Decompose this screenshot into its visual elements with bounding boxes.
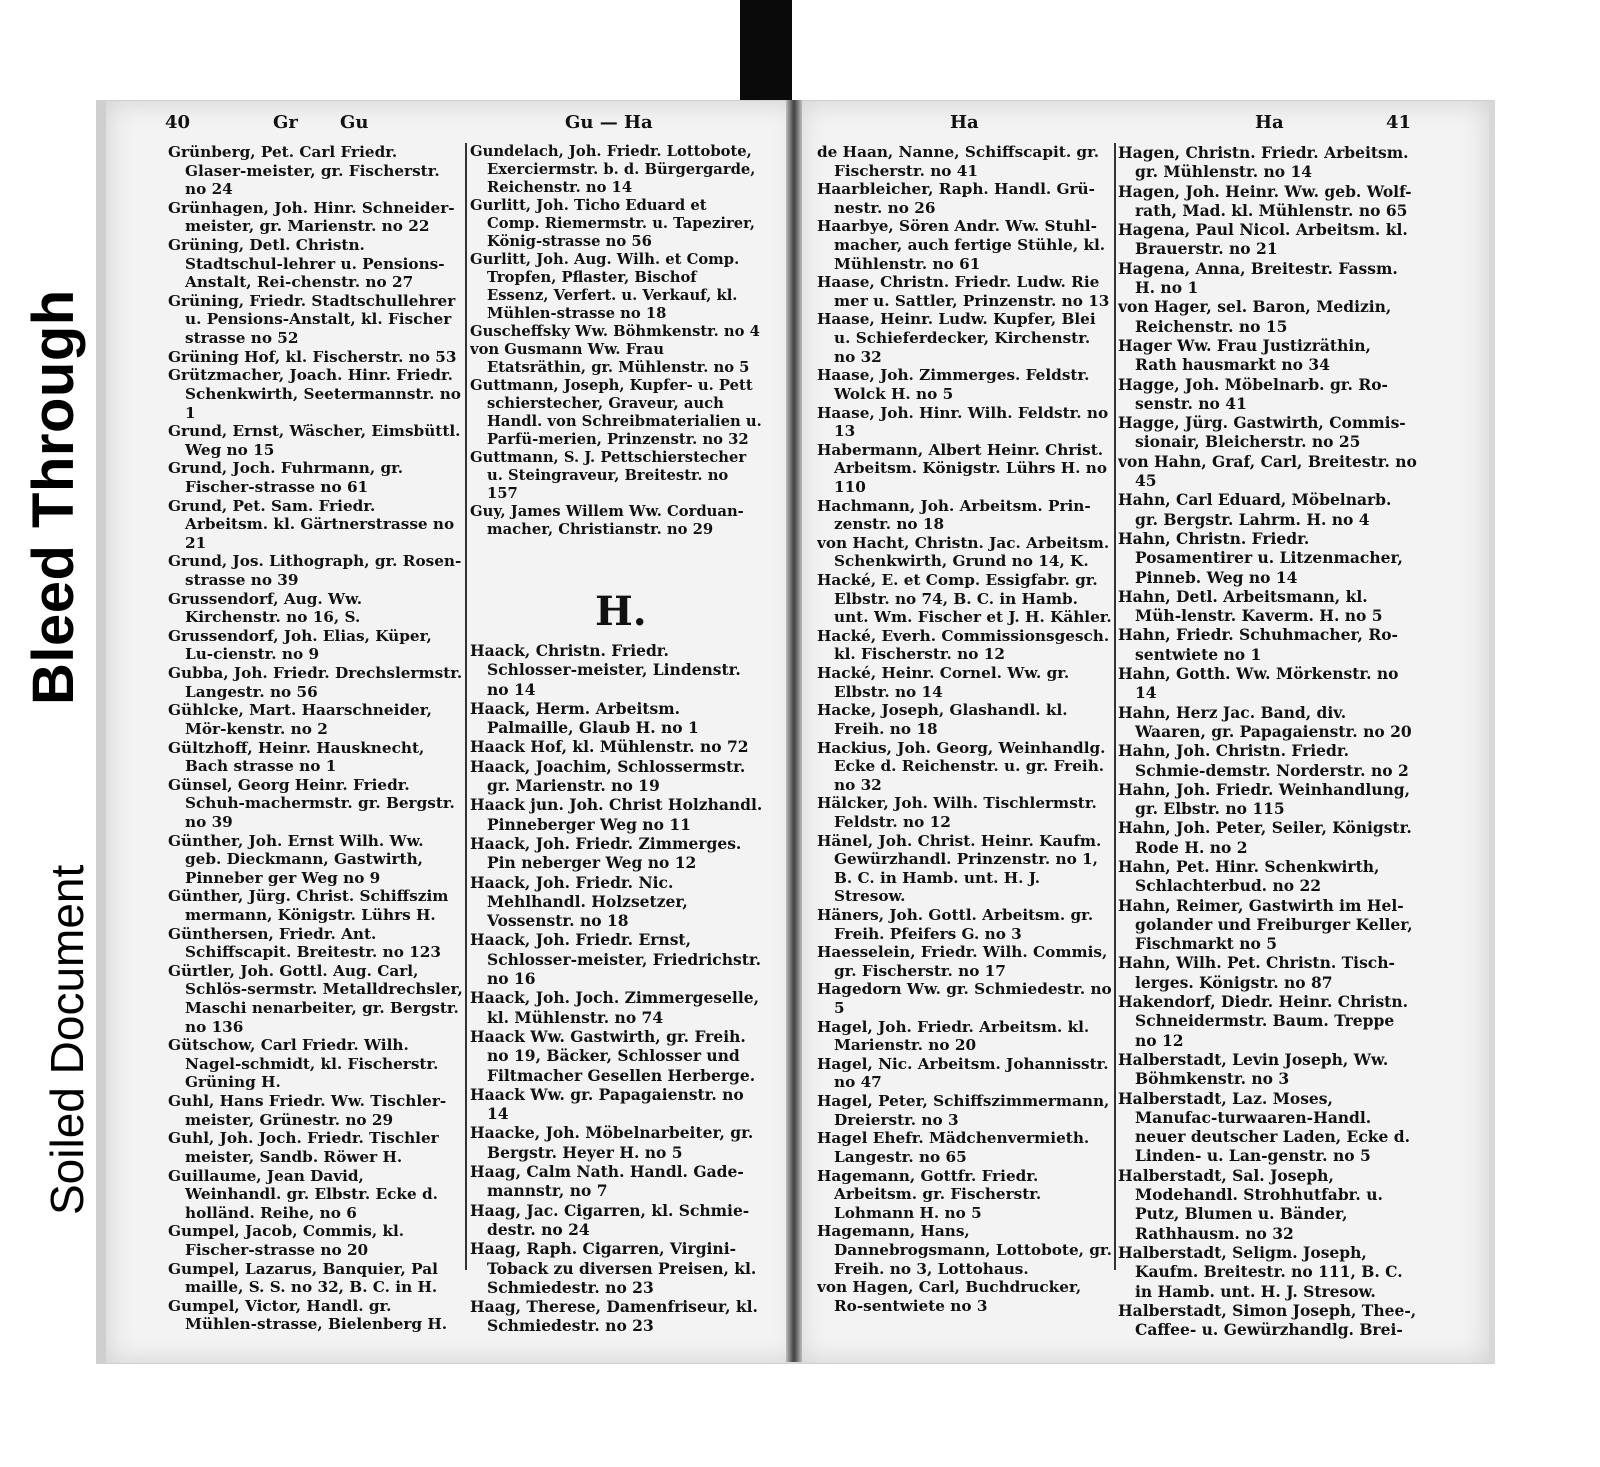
directory-entry: Haase, Joh. Zimmerges. Feldstr. Wolck H. no 5 bbox=[817, 366, 1090, 403]
directory-entry: Gumpel, Lazarus, Banquier, Pal maille, S. S. no 32, B. C. in H. bbox=[168, 1259, 438, 1297]
directory-entry: Günther, Jürg. Christ. Schiffszim mermann, Königstr. Lührs H. bbox=[168, 887, 449, 924]
directory-entry: Guttmann, Joseph, Kupfer- u. Pett schierstecher, Graveur, auch Handl. von Schreibmaterialien u. Parfü-merien, Prinzenstr. no 32 bbox=[470, 377, 762, 448]
directory-entry: Grüning Hof, kl. Fischerstr. no 53 bbox=[168, 347, 457, 366]
left-page-column-2-top bbox=[470, 143, 763, 539]
soiled-document-label: Soiled Document bbox=[41, 864, 93, 1215]
left-running-head-right: Gu — Ha bbox=[565, 112, 653, 133]
directory-entry: Gurlitt, Joh. Ticho Eduard et Comp. Riemermstr. u. Tapezirer, König-strasse no 56 bbox=[470, 197, 755, 250]
directory-entry: Grussendorf, Aug. Ww. Kirchenstr. no 16, S. bbox=[168, 589, 363, 627]
directory-entry: Häners, Joh. Gottl. Arbeitsm. gr. Freih. Pfeifers G. no 3 bbox=[817, 905, 1094, 943]
directory-entry: Haesselein, Friedr. Wilh. Commis, gr. Fischerstr. no 17 bbox=[817, 943, 1108, 980]
directory-entry: Gubba, Joh. Friedr. Drechslermstr. Langestr. no 56 bbox=[168, 664, 463, 701]
directory-entry: Guttmann, S. J. Pettschierstecher u. Steingraveur, Breitestr. no 157 bbox=[470, 449, 747, 502]
directory-entry: Grüning, Detl. Christn. Stadtschul-lehrer u. Pensions-Anstalt, Rei-chenstr. no 27 bbox=[168, 236, 445, 292]
left-running-head-1: Gr bbox=[273, 112, 298, 133]
directory-entry: Grüning, Friedr. Stadtschullehrer u. Pensions-Anstalt, kl. Fischer strasse no 52 bbox=[168, 291, 456, 348]
directory-entry: von Gusmann Ww. Frau Etatsräthin, gr. Mühlenstr. no 5 bbox=[470, 341, 750, 376]
left-page-column-2-bottom bbox=[470, 641, 763, 1336]
directory-entry: Haase, Joh. Hinr. Wilh. Feldstr. no 13 bbox=[817, 403, 1109, 441]
directory-entry: Hagel Ehefr. Mädchenvermieth. Langestr. no 65 bbox=[817, 1129, 1090, 1166]
directory-entry: Hagge, Jürg. Gastwirth, Commis-sionair, Bleicherstr. no 25 bbox=[1118, 413, 1406, 452]
directory-entry: Hälcker, Joh. Wilh. Tischlermstr. Feldstr. no 12 bbox=[817, 794, 1097, 831]
right-page-column-1 bbox=[817, 143, 1112, 1315]
left-page-number: 40 bbox=[165, 112, 191, 133]
directory-entry: Haack, Christn. Friedr. Schlosser-meister, Lindenstr. no 14 bbox=[470, 641, 741, 699]
directory-entry: Gundelach, Joh. Friedr. Lottobote, Exerciermstr. b. d. Bürgergarde, Reichenstr. no 14 bbox=[470, 143, 756, 196]
directory-entry: Hahn, Reimer, Gastwirth im Hel-golander und Freiburger Keller, Fischmarkt no 5 bbox=[1118, 895, 1413, 954]
directory-entry: Guillaume, Jean David, Weinhandl. gr. Elbstr. Ecke d. holländ. Reihe, no 6 bbox=[168, 1166, 438, 1222]
left-column-rule bbox=[465, 143, 467, 1270]
directory-entry: Hahn, Pet. Hinr. Schenkwirth, Schlachterbud. no 22 bbox=[1118, 856, 1380, 896]
directory-entry: Hager Ww. Frau Justizräthin, Rath hausmarkt no 34 bbox=[1118, 335, 1371, 375]
directory-entry: von Hacht, Christn. Jac. Arbeitsm. Schenkwirth, Grund no 14, K. bbox=[817, 533, 1110, 571]
directory-entry: Haag, Raph. Cigarren, Virgini-Toback zu diversen Preisen, kl. Schmiedestr. no 23 bbox=[470, 1239, 757, 1297]
directory-entry: Grund, Jos. Lithograph, gr. Rosen-strasse no 39 bbox=[168, 552, 462, 590]
directory-entry: Guscheffsky Ww. Böhmkenstr. no 4 bbox=[470, 323, 760, 340]
directory-entry: Hachmann, Joh. Arbeitsm. Prin-zenstr. no 18 bbox=[817, 496, 1091, 534]
directory-entry: Günthersen, Friedr. Ant. Schiffscapit. Breitestr. no 123 bbox=[168, 924, 442, 962]
right-page-column-2 bbox=[1118, 143, 1418, 1339]
directory-entry: Hagemann, Gottfr. Friedr. Arbeitsm. gr. Fischerstr. Lohmann H. no 5 bbox=[817, 1166, 1042, 1222]
directory-entry: Grünberg, Pet. Carl Friedr. Glaser-meister, gr. Fischerstr. no 24 bbox=[168, 143, 440, 199]
directory-entry: Haack, Joh. Friedr. Nic. Mehlhandl. Holzsetzer, Vossenstr. no 18 bbox=[470, 872, 688, 931]
directory-entry: Grund, Ernst, Wäscher, Eimsbüttl. Weg no 15 bbox=[168, 422, 461, 459]
directory-entry: Hahn, Joh. Christn. Friedr. Schmie-demstr. Norderstr. no 2 bbox=[1118, 741, 1409, 780]
directory-entry: Guhl, Joh. Joch. Friedr. Tischler meister, Sandb. Röwer H. bbox=[168, 1129, 439, 1166]
directory-entry: Haag, Therese, Damenfriseur, kl. Schmiedestr. no 23 bbox=[470, 1297, 758, 1336]
directory-entry: Haack Hof, kl. Mühlenstr. no 72 bbox=[470, 737, 749, 757]
directory-entry: Hagel, Peter, Schiffszimmermann, Dreierstr. no 3 bbox=[817, 1092, 1110, 1129]
directory-entry: von Hahn, Graf, Carl, Breitestr. no 45 bbox=[1118, 451, 1417, 491]
directory-entry: Grützmacher, Joach. Hinr. Friedr. Schenkwirth, Seetermannstr. no 1 bbox=[168, 366, 461, 422]
directory-entry: Hakendorf, Diedr. Heinr. Christn. Schneidermstr. Baum. Treppe no 12 bbox=[1118, 992, 1408, 1050]
directory-entry: Gürtler, Joh. Gottl. Aug. Carl, Schlös-sermstr. Metalldrechsler, Maschi nenarbeiter, gr. Bergstr. no 136 bbox=[168, 961, 463, 1036]
right-running-head-left: Ha bbox=[950, 112, 979, 133]
directory-entry: Hagena, Paul Nicol. Arbeitsm. kl. Brauerstr. no 21 bbox=[1118, 220, 1408, 259]
directory-entry: Hahn, Friedr. Schuhmacher, Ro-sentwiete no 1 bbox=[1118, 625, 1398, 664]
directory-entry: Hahn, Carl Eduard, Möbelnarb. gr. Bergstr. Lahrm. H. no 4 bbox=[1118, 490, 1392, 529]
directory-entry: Grussendorf, Joh. Elias, Küper, Lu-cienstr. no 9 bbox=[168, 626, 432, 664]
directory-entry: Hahn, Joh. Friedr. Weinhandlung, gr. Elbstr. no 115 bbox=[1118, 779, 1411, 819]
directory-entry: von Hagen, Carl, Buchdrucker, Ro-sentwiete no 3 bbox=[817, 1278, 1082, 1315]
directory-entry: Hacké, Heinr. Cornel. Ww. gr. Elbstr. no 14 bbox=[817, 664, 1070, 701]
directory-entry: Hagel, Joh. Friedr. Arbeitsm. kl. Marienstr. no 20 bbox=[817, 1017, 1090, 1055]
directory-entry: Guhl, Hans Friedr. Ww. Tischler-meister, Grünestr. no 29 bbox=[168, 1092, 447, 1129]
directory-entry: Haarbleicher, Raph. Handl. Grü-nestr. no 26 bbox=[817, 180, 1095, 217]
directory-entry: Hänel, Joh. Christ. Heinr. Kaufm. Gewürzhandl. Prinzenstr. no 1, B. C. in Hamb. unt. H. J. Stresow. bbox=[817, 831, 1102, 906]
directory-entry: Haack Ww. gr. Papagaienstr. no 14 bbox=[470, 1084, 744, 1124]
directory-entry: Hahn, Detl. Arbeitsmann, kl. Müh-lenstr. Kaverm. H. no 5 bbox=[1118, 586, 1383, 626]
directory-entry: Haack, Herm. Arbeitsm. Palmaille, Glaub H. no 1 bbox=[470, 698, 699, 738]
directory-entry: Halberstadt, Sal. Joseph, Modehandl. Strohhutfabr. u. Putz, Blumen u. Bänder, Rathhausm. no 32 bbox=[1118, 1165, 1383, 1243]
directory-entry: Halberstadt, Seligm. Joseph, Kaufm. Breitestr. no 111, B. C. in Hamb. unt. H. J. Stresow. bbox=[1118, 1242, 1403, 1301]
directory-entry: Habermann, Albert Heinr. Christ. Arbeitsm. Königstr. Lührs H. no 110 bbox=[817, 440, 1108, 496]
directory-entry: Hackius, Joh. Georg, Weinhandlg. Ecke d. Reichenstr. u. gr. Freih. no 32 bbox=[817, 738, 1106, 794]
directory-entry: Hagen, Christn. Friedr. Arbeitsm. gr. Mühlenstr. no 14 bbox=[1118, 143, 1409, 182]
book-gutter bbox=[786, 100, 802, 1362]
directory-entry: de Haan, Nanne, Schiffscapit. gr. Fischerstr. no 41 bbox=[817, 143, 1100, 180]
directory-entry: Grund, Pet. Sam. Friedr. Arbeitsm. kl. Gärtnerstrasse no 21 bbox=[168, 496, 455, 552]
directory-entry: Haack Ww. Gastwirth, gr. Freih. no 19, Bäcker, Schlosser und Filtmacher Gesellen Herberge. bbox=[470, 1026, 756, 1085]
directory-entry: Gurlitt, Joh. Aug. Wilh. et Comp. Tropfen, Pflaster, Bischof Essenz, Verfert. u. Verkauf, kl. Mühlen-strasse no 18 bbox=[470, 251, 740, 322]
directory-entry: Haag, Calm Nath. Handl. Gade-mannstr, no 7 bbox=[470, 1162, 744, 1201]
directory-entry: Halberstadt, Levin Joseph, Ww. Böhmkenstr. no 3 bbox=[1118, 1049, 1389, 1089]
directory-entry: Haack, Joh. Friedr. Ernst, Schlosser-meister, Friedrichstr. no 16 bbox=[470, 930, 762, 989]
scanner-spine-bar bbox=[740, 0, 792, 108]
directory-entry: Hacké, E. et Comp. Essigfabr. gr. Elbstr. no 74, B. C. in Hamb. unt. Wm. Fischer et J. H. Kähler. bbox=[817, 571, 1112, 627]
directory-entry: Haag, Jac. Cigarren, kl. Schmie-destr. no 24 bbox=[470, 1200, 750, 1239]
directory-entry: Halberstadt, Laz. Moses, Manufac-turwaaren-Handl. neuer deutscher Laden, Ecke d. Linden- u. Lan-genstr. no 5 bbox=[1118, 1088, 1410, 1166]
directory-entry: Haase, Heinr. Ludw. Kupfer, Blei u. Schieferdecker, Kirchenstr. no 32 bbox=[817, 310, 1096, 366]
directory-entry: Hacke, Joseph, Glashandl. kl. Freih. no 18 bbox=[817, 701, 1068, 738]
right-running-head-right: Ha bbox=[1255, 112, 1284, 133]
directory-entry: Hahn, Herz Jac. Band, div. Waaren, gr. Papagaienstr. no 20 bbox=[1118, 702, 1412, 741]
directory-entry: Haase, Christn. Friedr. Ludw. Rie mer u. Sattler, Prinzenstr. no 13 bbox=[817, 273, 1110, 310]
directory-entry: Hagel, Nic. Arbeitsm. Johannisstr. no 47 bbox=[817, 1054, 1109, 1092]
directory-entry: Halberstadt, Simon Joseph, Thee-, Caffee- u. Gewürzhandlg. Brei- bbox=[1118, 1300, 1417, 1340]
directory-entry: Haack, Joachim, Schlossermstr. gr. Marienstr. no 19 bbox=[470, 756, 746, 796]
directory-entry: Hahn, Christn. Friedr. Posamentirer u. Litzenmacher, Pinneb. Weg no 14 bbox=[1118, 528, 1403, 587]
directory-entry: Hagemann, Hans, Dannebrogsmann, Lottobote, gr. Freih. no 3, Lottohaus. bbox=[817, 1222, 1112, 1278]
directory-entry: Hacké, Everh. Commissionsgesch. kl. Fischerstr. no 12 bbox=[817, 626, 1110, 664]
directory-entry: Grünhagen, Joh. Hinr. Schneider-meister, gr. Marienstr. no 22 bbox=[168, 198, 455, 236]
directory-entry: Haacke, Joh. Möbelnarbeiter, gr. Bergstr. Heyer H. no 5 bbox=[470, 1123, 754, 1162]
directory-entry: Gumpel, Victor, Handl. gr. Mühlen-strasse, Bielenberg H. bbox=[168, 1296, 448, 1334]
directory-entry: Hagena, Anna, Breitestr. Fassm. H. no 1 bbox=[1118, 258, 1398, 298]
directory-entry: Hagedorn Ww. gr. Schmiedestr. no 5 bbox=[817, 980, 1112, 1018]
directory-entry: Gühlcke, Mart. Haarschneider, Mör-kenstr. no 2 bbox=[168, 701, 432, 738]
right-page-number: 41 bbox=[1386, 112, 1412, 133]
directory-entry: von Hager, sel. Baron, Medizin, Reichenstr. no 15 bbox=[1118, 297, 1392, 336]
left-page-column-1 bbox=[168, 143, 463, 1334]
bleed-through-label: Bleed Through bbox=[21, 289, 86, 705]
directory-entry: Hahn, Wilh. Pet. Christn. Tisch-lerges. Königstr. no 87 bbox=[1118, 953, 1395, 992]
right-column-rule bbox=[1114, 143, 1116, 1270]
directory-entry: Haack jun. Joh. Christ Holzhandl. Pinneberger Weg no 11 bbox=[470, 795, 763, 834]
directory-entry: Haack, Joh. Friedr. Zimmerges. Pin neberger Weg no 12 bbox=[470, 833, 742, 873]
directory-entry: Hagen, Joh. Heinr. Ww. geb. Wolf-rath, Mad. kl. Mühlenstr. no 65 bbox=[1118, 181, 1412, 220]
directory-entry: Gültzhoff, Heinr. Hausknecht, Bach strasse no 1 bbox=[168, 738, 425, 776]
directory-entry: Grund, Joch. Fuhrmann, gr. Fischer-strasse no 61 bbox=[168, 459, 404, 496]
left-running-head-2: Gu bbox=[340, 112, 369, 133]
directory-entry: Günther, Joh. Ernst Wilh. Ww. geb. Dieckmann, Gastwirth, Pinneber ger Weg no 9 bbox=[168, 831, 424, 887]
directory-entry: Haarbye, Sören Andr. Ww. Stuhl-macher, auch fertige Stühle, kl. Mühlenstr. no 61 bbox=[817, 217, 1106, 273]
directory-entry: Günsel, Georg Heinr. Friedr. Schuh-machermstr. gr. Bergstr. no 39 bbox=[168, 775, 455, 831]
directory-entry: Hagge, Joh. Möbelnarb. gr. Ro-senstr. no 41 bbox=[1118, 374, 1388, 413]
directory-entry: Hahn, Joh. Peter, Seiler, Königstr. Rode H. no 2 bbox=[1118, 818, 1412, 857]
directory-entry: Gumpel, Jacob, Commis, kl. Fischer-strasse no 20 bbox=[168, 1222, 405, 1259]
directory-entry: Gütschow, Carl Friedr. Wilh. Nagel-schmidt, kl. Fischerstr. Grüning H. bbox=[168, 1036, 439, 1092]
directory-entry: Guy, James Willem Ww. Corduan-macher, Christianstr. no 29 bbox=[470, 503, 744, 538]
section-heading-h: H. bbox=[595, 588, 647, 635]
directory-entry: Hahn, Gotth. Ww. Mörkenstr. no 14 bbox=[1118, 664, 1399, 703]
directory-entry: Haack, Joh. Joch. Zimmergeselle, kl. Mühlenstr. no 74 bbox=[470, 988, 759, 1027]
